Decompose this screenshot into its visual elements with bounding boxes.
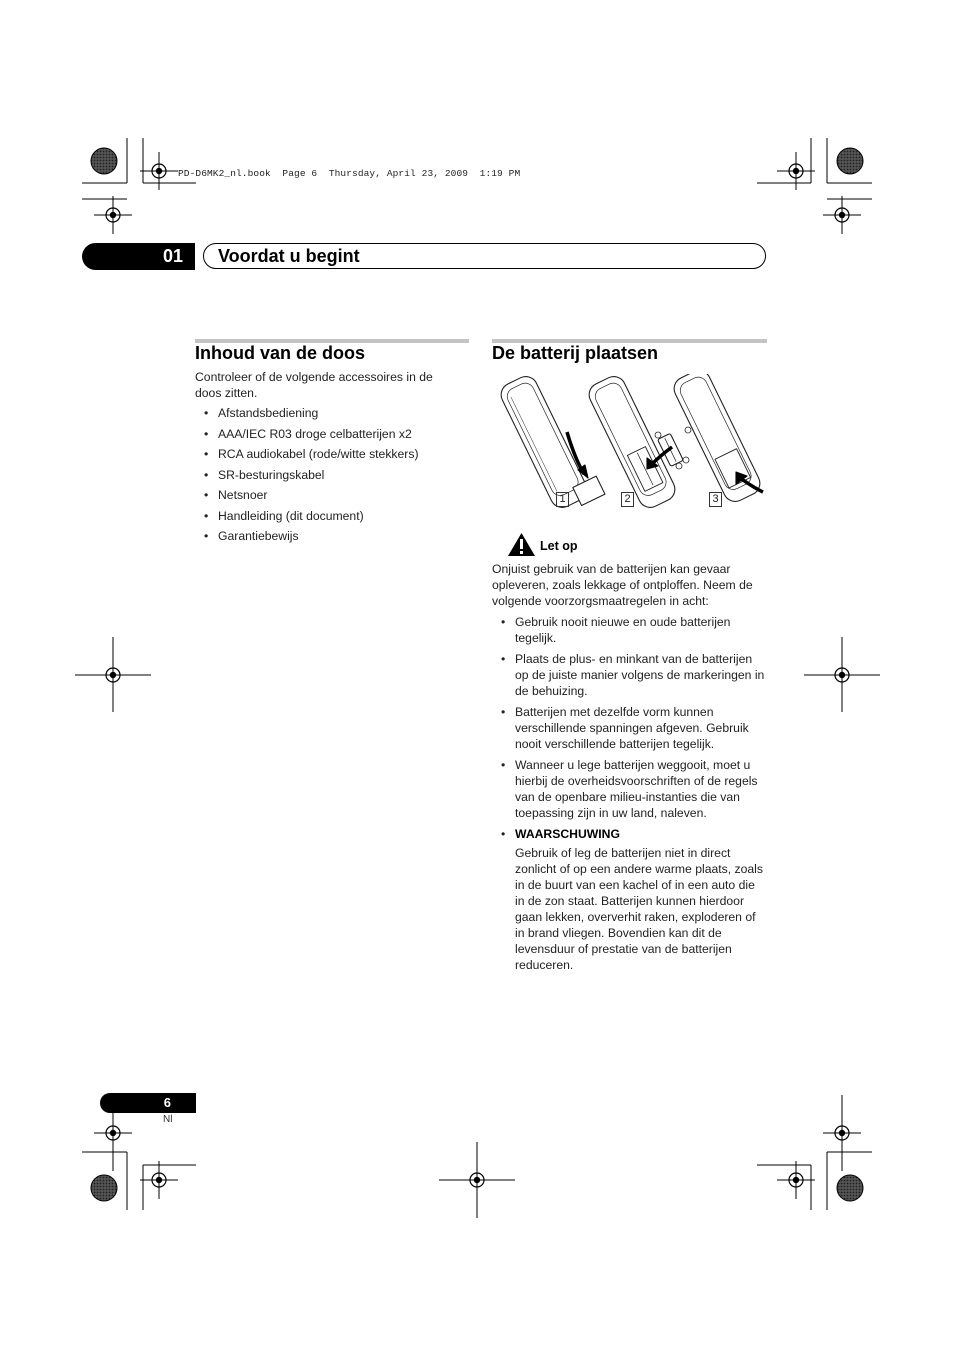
chapter-number: 01 <box>82 243 195 270</box>
step-number: 3 <box>709 492 722 507</box>
page-number: 6 <box>100 1093 196 1113</box>
step-number: 1 <box>556 492 569 507</box>
step-number: 2 <box>621 492 634 507</box>
caution-label: Let op <box>540 539 578 553</box>
list-item: • AAA/IEC R03 droge celbatterijen x2 <box>195 426 469 442</box>
contents-list <box>195 405 469 544</box>
print-header: PD-D6MK2_nl.book Page 6 Thursday, April 23, 2009 1:19 PM <box>178 168 521 179</box>
list-item-warning <box>492 826 767 973</box>
list-item: • RCA audiokabel (rode/witte stekkers) <box>195 446 469 462</box>
list-item: • Handleiding (dit document) <box>195 508 469 524</box>
warning-triangle-icon <box>507 532 536 557</box>
warning-label: WAARSCHUWING <box>515 827 620 841</box>
section-heading-batteries: De batterij plaatsen <box>492 343 659 363</box>
list-item: • Afstandsbediening <box>195 405 469 421</box>
list-item: • Netsnoer <box>195 487 469 503</box>
caution-intro: Onjuist gebruik van de batterijen kan gevaar opleveren, zoals lekkage of ontploffen. Neem de volgende voorzorgsmaatregelen in acht: <box>492 562 753 608</box>
list-item: • Garantiebewijs <box>195 528 469 544</box>
list-item: • Gebruik nooit nieuwe en oude batterijen tegelijk. <box>492 614 767 646</box>
section-heading-contents: Inhoud van de doos <box>195 343 365 363</box>
chapter-title: Voordat u begint <box>218 246 360 266</box>
list-item: • Plaats de plus- en minkant van de batterijen op de juiste manier volgens de markeringen in de behuizing. <box>492 651 767 699</box>
caution-list <box>492 614 767 973</box>
list-item: • SR-besturingskabel <box>195 467 469 483</box>
warning-text: Gebruik of leg de batterijen niet in direct zonlicht of op een andere warme plaats, zoals in de buurt van een kachel of in een auto die in de zon staat. Batterijen kunnen hierdoor gaan lekken, oververhit raken, exploderen of in brand vliegen. Bovendien kan dit de levensduur of prestatie van de batterijen reduceren. <box>515 846 763 972</box>
caution-section <box>492 561 767 978</box>
list-item: • Batterijen met dezelfde vorm kunnen verschillende spanningen afgeven. Gebruik nooit verschillende batterijen tegelijk. <box>492 704 767 752</box>
left-column <box>195 343 469 549</box>
contents-intro: Controleer of de volgende accessoires in de doos zitten. <box>195 370 433 400</box>
language-code: Nl <box>163 1114 173 1125</box>
list-item: • Wanneer u lege batterijen weggooit, moet u hierbij de overheidsvoorschriften of de regels van de openbare milieu-instanties die van toepassing zijn in uw land, naleven. <box>492 757 767 821</box>
